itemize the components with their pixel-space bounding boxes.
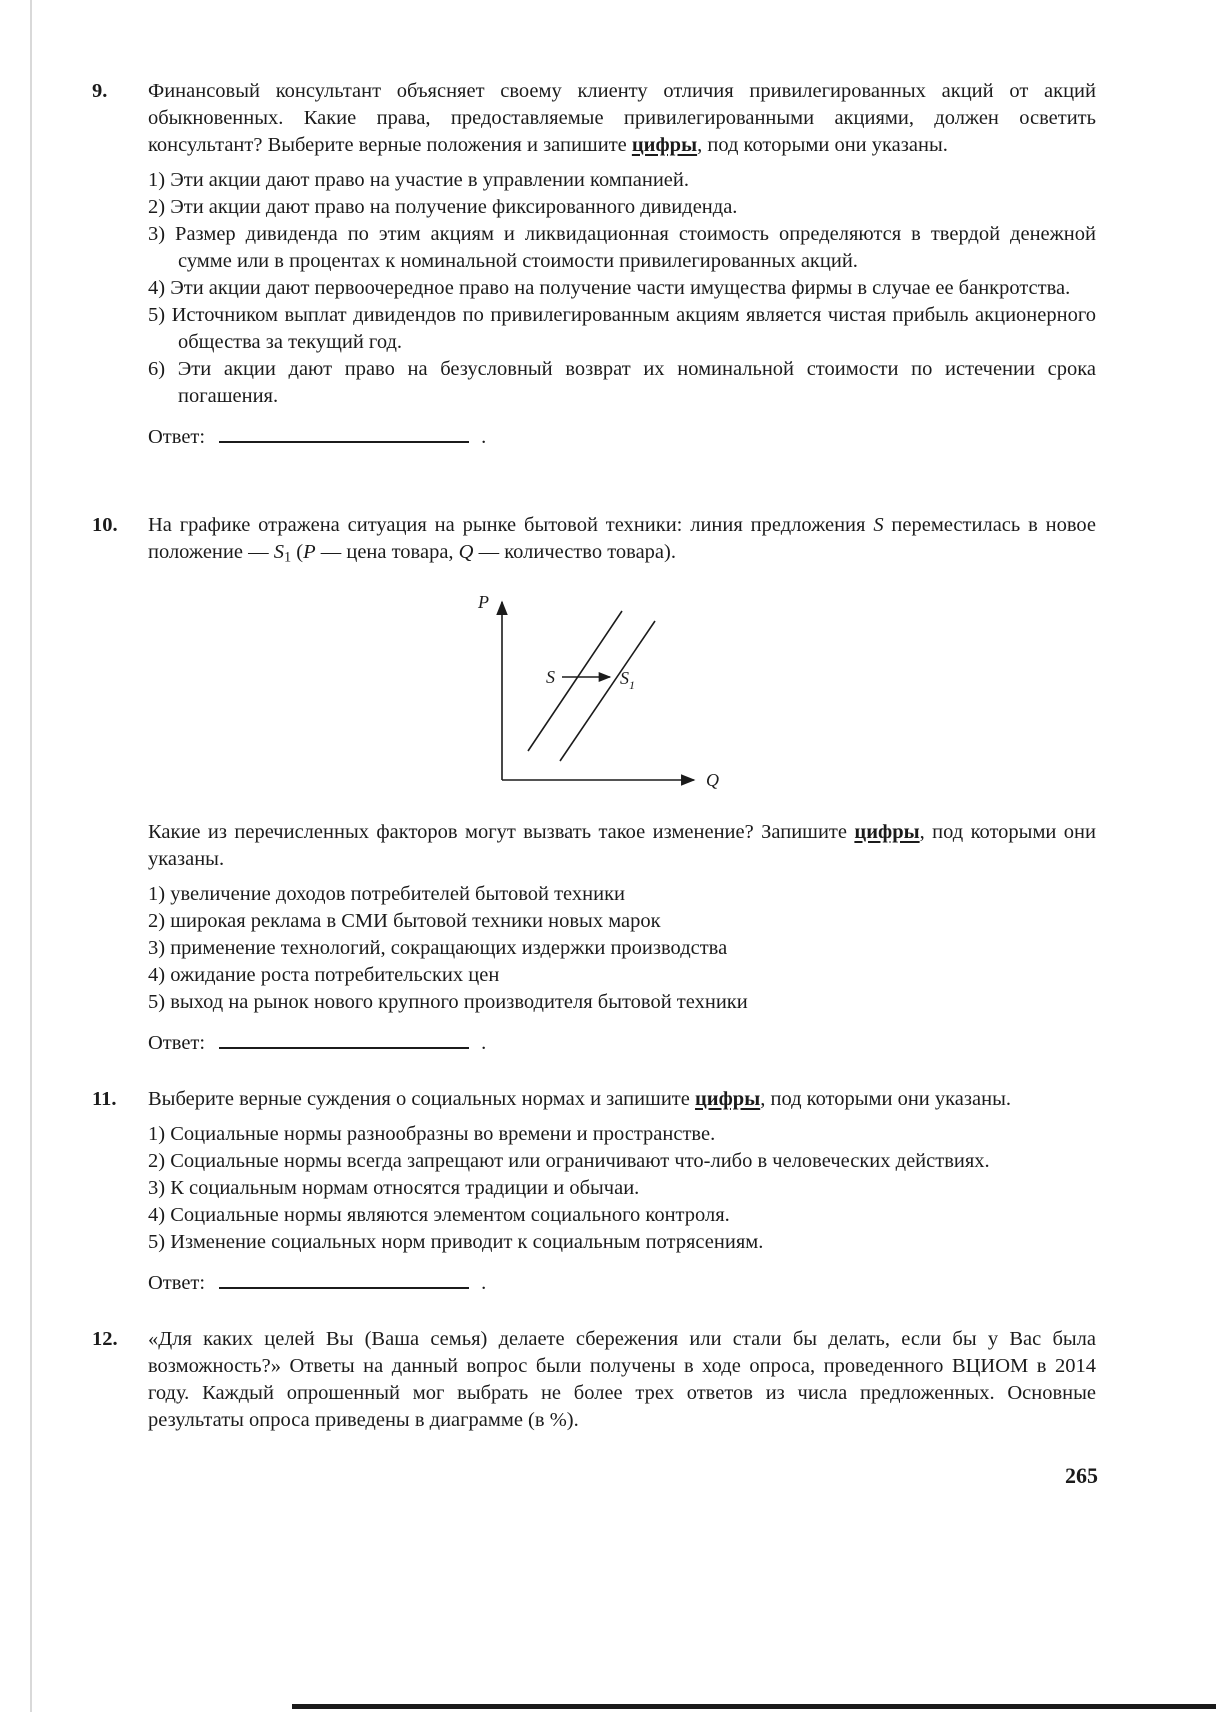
x-axis-label: Q: [706, 769, 719, 790]
option-row: [148, 356, 1096, 410]
supply-line-s1: [560, 621, 655, 761]
option-text: широкая реклама в СМИ бытовой техники новых марок: [170, 909, 661, 932]
option-number: 2): [148, 196, 166, 218]
option-text: Социальные нормы всегда запрещают или ограничивают что-либо в человеческих действиях.: [170, 1150, 990, 1172]
scan-edge-left: [30, 0, 32, 1712]
option-row: [148, 962, 1096, 989]
question-10-text: Какие из перечисленных факторов могут вызвать такое изменение? Запишите цифры, под которыми они указаны.: [148, 820, 1096, 870]
question-9-options: [148, 167, 1096, 410]
answer-period: .: [481, 426, 487, 448]
answer-line: [148, 1030, 1096, 1057]
option-row: [148, 167, 1096, 194]
option-row: [148, 275, 1096, 302]
answer-period: .: [481, 1031, 487, 1054]
question-10-number: 10.: [92, 514, 118, 536]
option-text: Эти акции дают право на безусловный возврат их номинальной стоимости по истечении срока погашения.: [177, 358, 1096, 407]
option-number: 1): [148, 169, 166, 191]
answer-blank: [219, 1272, 469, 1289]
option-row: [148, 1148, 1096, 1175]
question-12-number: 12.: [92, 1328, 118, 1350]
option-number: 4): [148, 963, 166, 986]
option-row: [148, 302, 1096, 356]
question-9-body: [148, 78, 1096, 451]
question-11: [92, 1086, 1096, 1297]
answer-line: [148, 424, 1096, 451]
option-text: Эти акции дают право на получение фиксированного дивиденда.: [170, 196, 738, 218]
scan-edge-bottom: [292, 1704, 1216, 1709]
question-12: [92, 1326, 1096, 1434]
option-text: Эти акции дают первоочередное право на получение части имущества фирмы в случае ее банкротства.: [170, 277, 1071, 299]
answer-label: Ответ:: [148, 1272, 206, 1294]
option-row: [148, 1202, 1096, 1229]
question-9-intro: Финансовый консультант объясняет своему клиенту отличия привилегированных акций от акций обыкновенных. Какие права, предоставляемые привилегированными акциями, должен осветить консультант? Выберите верные положения и запишите цифры, под которыми они указаны.: [148, 80, 1096, 156]
question-9-number: 9.: [92, 80, 108, 102]
option-row: [148, 935, 1096, 962]
supply-s1-base: S: [620, 667, 629, 688]
option-row: [148, 989, 1096, 1016]
answer-label: Ответ:: [148, 426, 206, 448]
option-row: [148, 221, 1096, 275]
question-12-body: [148, 1326, 1096, 1434]
option-row: [148, 881, 1096, 908]
option-text: Социальные нормы являются элементом социального контроля.: [170, 1204, 730, 1226]
option-number: 4): [148, 1204, 166, 1226]
option-text: выход на рынок нового крупного производителя бытовой техники: [170, 990, 748, 1013]
option-number: 2): [148, 1150, 166, 1172]
option-text: К социальным нормам относятся традиции и обычаи.: [170, 1177, 640, 1199]
option-number: 1): [148, 882, 166, 905]
supply-line-s: [528, 611, 622, 751]
option-number: 4): [148, 277, 166, 299]
question-10-body: [148, 512, 1096, 1057]
question-11-number: 11.: [92, 1088, 117, 1110]
supply-s1-subscript: 1: [629, 677, 635, 692]
option-text: применение технологий, сокращающих издержки производства: [170, 936, 728, 959]
option-row: [148, 1175, 1096, 1202]
graph-canvas: [470, 584, 730, 799]
y-axis-label: P: [478, 591, 489, 612]
option-row: [148, 1229, 1096, 1256]
question-11-options: [148, 1121, 1096, 1256]
option-text: увеличение доходов потребителей бытовой техники: [170, 882, 625, 905]
question-12-intro: «Для каких целей Вы (Ваша семья) делаете сбережения или стали бы делать, если бы у Вас была возможность?» Ответы на данный вопрос были получены в ходе опроса, проведенного ВЦИОМ в 2014 году. Каждый опрошенный мог выбрать не более трех ответов из числа предложенных. Основные результаты опроса приведены в диаграмме (в %).: [148, 1328, 1096, 1431]
option-text: Эти акции дают право на участие в управлении компанией.: [170, 169, 689, 191]
answer-line: [148, 1270, 1096, 1297]
option-row: [148, 1121, 1096, 1148]
answer-blank: [219, 426, 469, 443]
option-text: Размер дивиденда по этим акциям и ликвидационная стоимость определяются в твердой денежной сумме или в процентах к номинальной стоимости привилегированных акций.: [175, 223, 1096, 272]
option-number: 2): [148, 909, 166, 932]
option-text: Социальные нормы разнообразны во времени и пространстве.: [170, 1123, 716, 1145]
option-number: 3): [148, 1177, 166, 1199]
option-row: [148, 908, 1096, 935]
option-number: 3): [148, 936, 166, 959]
answer-period: .: [481, 1272, 487, 1294]
question-9: [92, 78, 1096, 451]
question-10-options: [148, 881, 1096, 1016]
option-number: 5): [148, 990, 166, 1013]
option-text: Источником выплат дивидендов по привилегированным акциям является чистая прибыль акционерного общества за текущий год.: [171, 304, 1096, 353]
question-10-intro: На графике отражена ситуация на рынке бытовой техники: линия предложения S переместилась в новое положение — $S_1$ (P — цена товара, Q — количество товара).: [148, 514, 1096, 566]
option-number: 6): [148, 358, 166, 380]
option-number: 5): [148, 304, 166, 326]
option-row: [148, 194, 1096, 221]
option-number: 5): [148, 1231, 166, 1253]
question-11-intro: Выберите верные суждения о социальных нормах и запишите цифры, под которыми они указаны.: [148, 1088, 1011, 1110]
answer-blank: [219, 1031, 469, 1048]
supply-s1-label: [620, 668, 635, 692]
option-number: 3): [148, 223, 166, 245]
option-text: Изменение социальных норм приводит к социальным потрясениям.: [170, 1231, 764, 1253]
option-text: ожидание роста потребительских цен: [170, 963, 500, 986]
question-11-body: [148, 1086, 1096, 1297]
supply-shift-graph: [470, 584, 730, 807]
page-number: 265: [1065, 1463, 1098, 1488]
answer-label: Ответ:: [148, 1031, 206, 1054]
question-10: [92, 512, 1096, 1057]
supply-s-label: S: [546, 666, 555, 687]
option-number: 1): [148, 1123, 166, 1145]
